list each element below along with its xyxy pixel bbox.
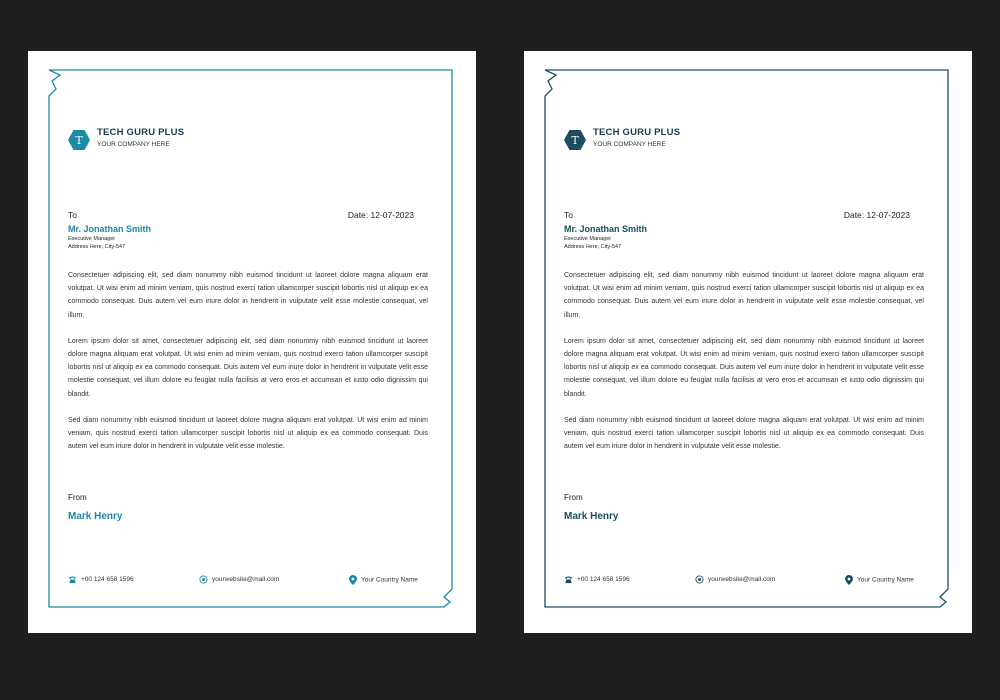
company-name: TECH GURU PLUS [97,127,185,138]
company-block [593,127,680,148]
to-label: To [564,210,573,220]
body-paragraph-3: Sed diam nonummy nibh euismod tincidunt ut laoreet dolore magna aliquam erat volutpat. Ut wisi enim ad minim veniam, quis nostrud exerci tation ullamcorper suscipit lobortis nisl ut aliquip ex ea commodo consequat. Duis autem vel eum iriure dolor in hendrerit in vulputate velit esse molestie. [564,416,924,451]
phone-text: +00 124 658 1596 [81,576,134,584]
recipient-address: Address Here, City-547 [564,244,622,250]
sender-block [564,493,618,522]
company-block [97,127,184,148]
web-icon [695,575,704,584]
recipient-title: Executive Manager [68,236,116,242]
sender-name: Mark Henry [68,511,123,522]
hexagon-logo-icon [564,129,586,151]
body-paragraph-2: Lorem ipsum dolor sit amet, consectetuer adipiscing elit, sed diam nonummy nibh euismod tincidunt ut laoreet dolore magna aliquam erat volutpat. Ut wisi enim ad minim veniam, quis nostrud exerci tation ullamcorper suscipit lobortis nisl ut aliquip ex ea commodo consequat. Duis autem vel eum iriure dolor in hendrerit in vulputate velit esse molestie consequat, vel illum dolore eu feugiat nulla facilisis at vero eros et accumsan et iusto odio dignissim qui blandit. [68,337,428,398]
recipient-name: Mr. Jonathan Smith [564,224,648,234]
from-label: From [564,493,583,502]
footer-location [349,575,418,585]
letterhead-sheet-1 [28,51,476,633]
company-name: TECH GURU PLUS [593,127,681,138]
web-icon [199,575,208,584]
location-pin-icon [349,575,357,585]
letter-body [564,269,924,466]
sender-name: Mark Henry [564,511,619,522]
to-label: To [68,210,77,220]
phone-text: +00 124 658 1596 [577,576,630,584]
footer-website [199,575,279,584]
phone-icon [68,575,77,584]
footer-website [695,575,775,584]
body-paragraph-2: Lorem ipsum dolor sit amet, consectetuer adipiscing elit, sed diam nonummy nibh euismod tincidunt ut laoreet dolore magna aliquam erat volutpat. Ut wisi enim ad minim veniam, quis nostrud exerci tation ullamcorper suscipit lobortis nisl ut aliquip ex ea commodo consequat. Duis autem vel eum iriure dolor in hendrerit in vulputate velit esse molestie consequat, vel illum dolore eu feugiat nulla facilisis at vero eros et accumsan et iusto odio dignissim qui blandit. [564,337,924,398]
phone-icon [564,575,573,584]
body-paragraph-1: Consectetuer adipiscing elit, sed diam nonummy nibh euismod tincidunt ut laoreet dolore magna aliquam erat volutpat. Ut wisi enim ad minim veniam, quis nostrud exerci tation ullamcorper suscipit lobortis nisl ut aliquip ex ea commodo consequat. Duis autem vel eum iriure dolor in hendrerit in vulputate velit esse molestie consequat, vel illum. [564,272,924,319]
recipient-address: Address Here, City-547 [68,244,126,250]
letter-body [68,269,428,466]
logo-letter: T [571,134,579,147]
website-text: yourwebsite@mail.com [708,576,776,584]
recipient-title: Executive Manager [564,236,612,242]
location-text: Your Country Name [361,576,418,584]
letterhead-sheet-2 [524,51,972,633]
recipient-block [564,210,647,250]
body-paragraph-3: Sed diam nonummy nibh euismod tincidunt ut laoreet dolore magna aliquam erat volutpat. Ut wisi enim ad minim veniam, quis nostrud exerci tation ullamcorper suscipit lobortis nisl ut aliquip ex ea commodo consequat. Duis autem vel eum iriure dolor in hendrerit in vulputate velit esse molestie. [68,416,428,451]
body-paragraph-1: Consectetuer adipiscing elit, sed diam nonummy nibh euismod tincidunt ut laoreet dolore magna aliquam erat volutpat. Ut wisi enim ad minim veniam, quis nostrud exerci tation ullamcorper suscipit lobortis nisl ut aliquip ex ea commodo consequat. Duis autem vel eum iriure dolor in hendrerit in vulputate velit esse molestie consequat, vel illum. [68,272,428,319]
footer-phone [68,575,134,584]
recipient-name: Mr. Jonathan Smith [68,224,152,234]
recipient-block [68,210,151,250]
company-tagline: YOUR COMPANY HERE [593,141,666,148]
hexagon-logo-icon [68,129,90,151]
sender-block [68,493,122,522]
location-pin-icon [845,575,853,585]
footer-phone [564,575,630,584]
footer-location [845,575,914,585]
logo-letter: T [75,134,83,147]
website-text: yourwebsite@mail.com [212,576,280,584]
location-text: Your Country Name [857,576,914,584]
letter-date: Date: 12-07-2023 [843,210,910,220]
from-label: From [68,493,87,502]
company-tagline: YOUR COMPANY HERE [97,141,170,148]
letter-date: Date: 12-07-2023 [347,210,414,220]
